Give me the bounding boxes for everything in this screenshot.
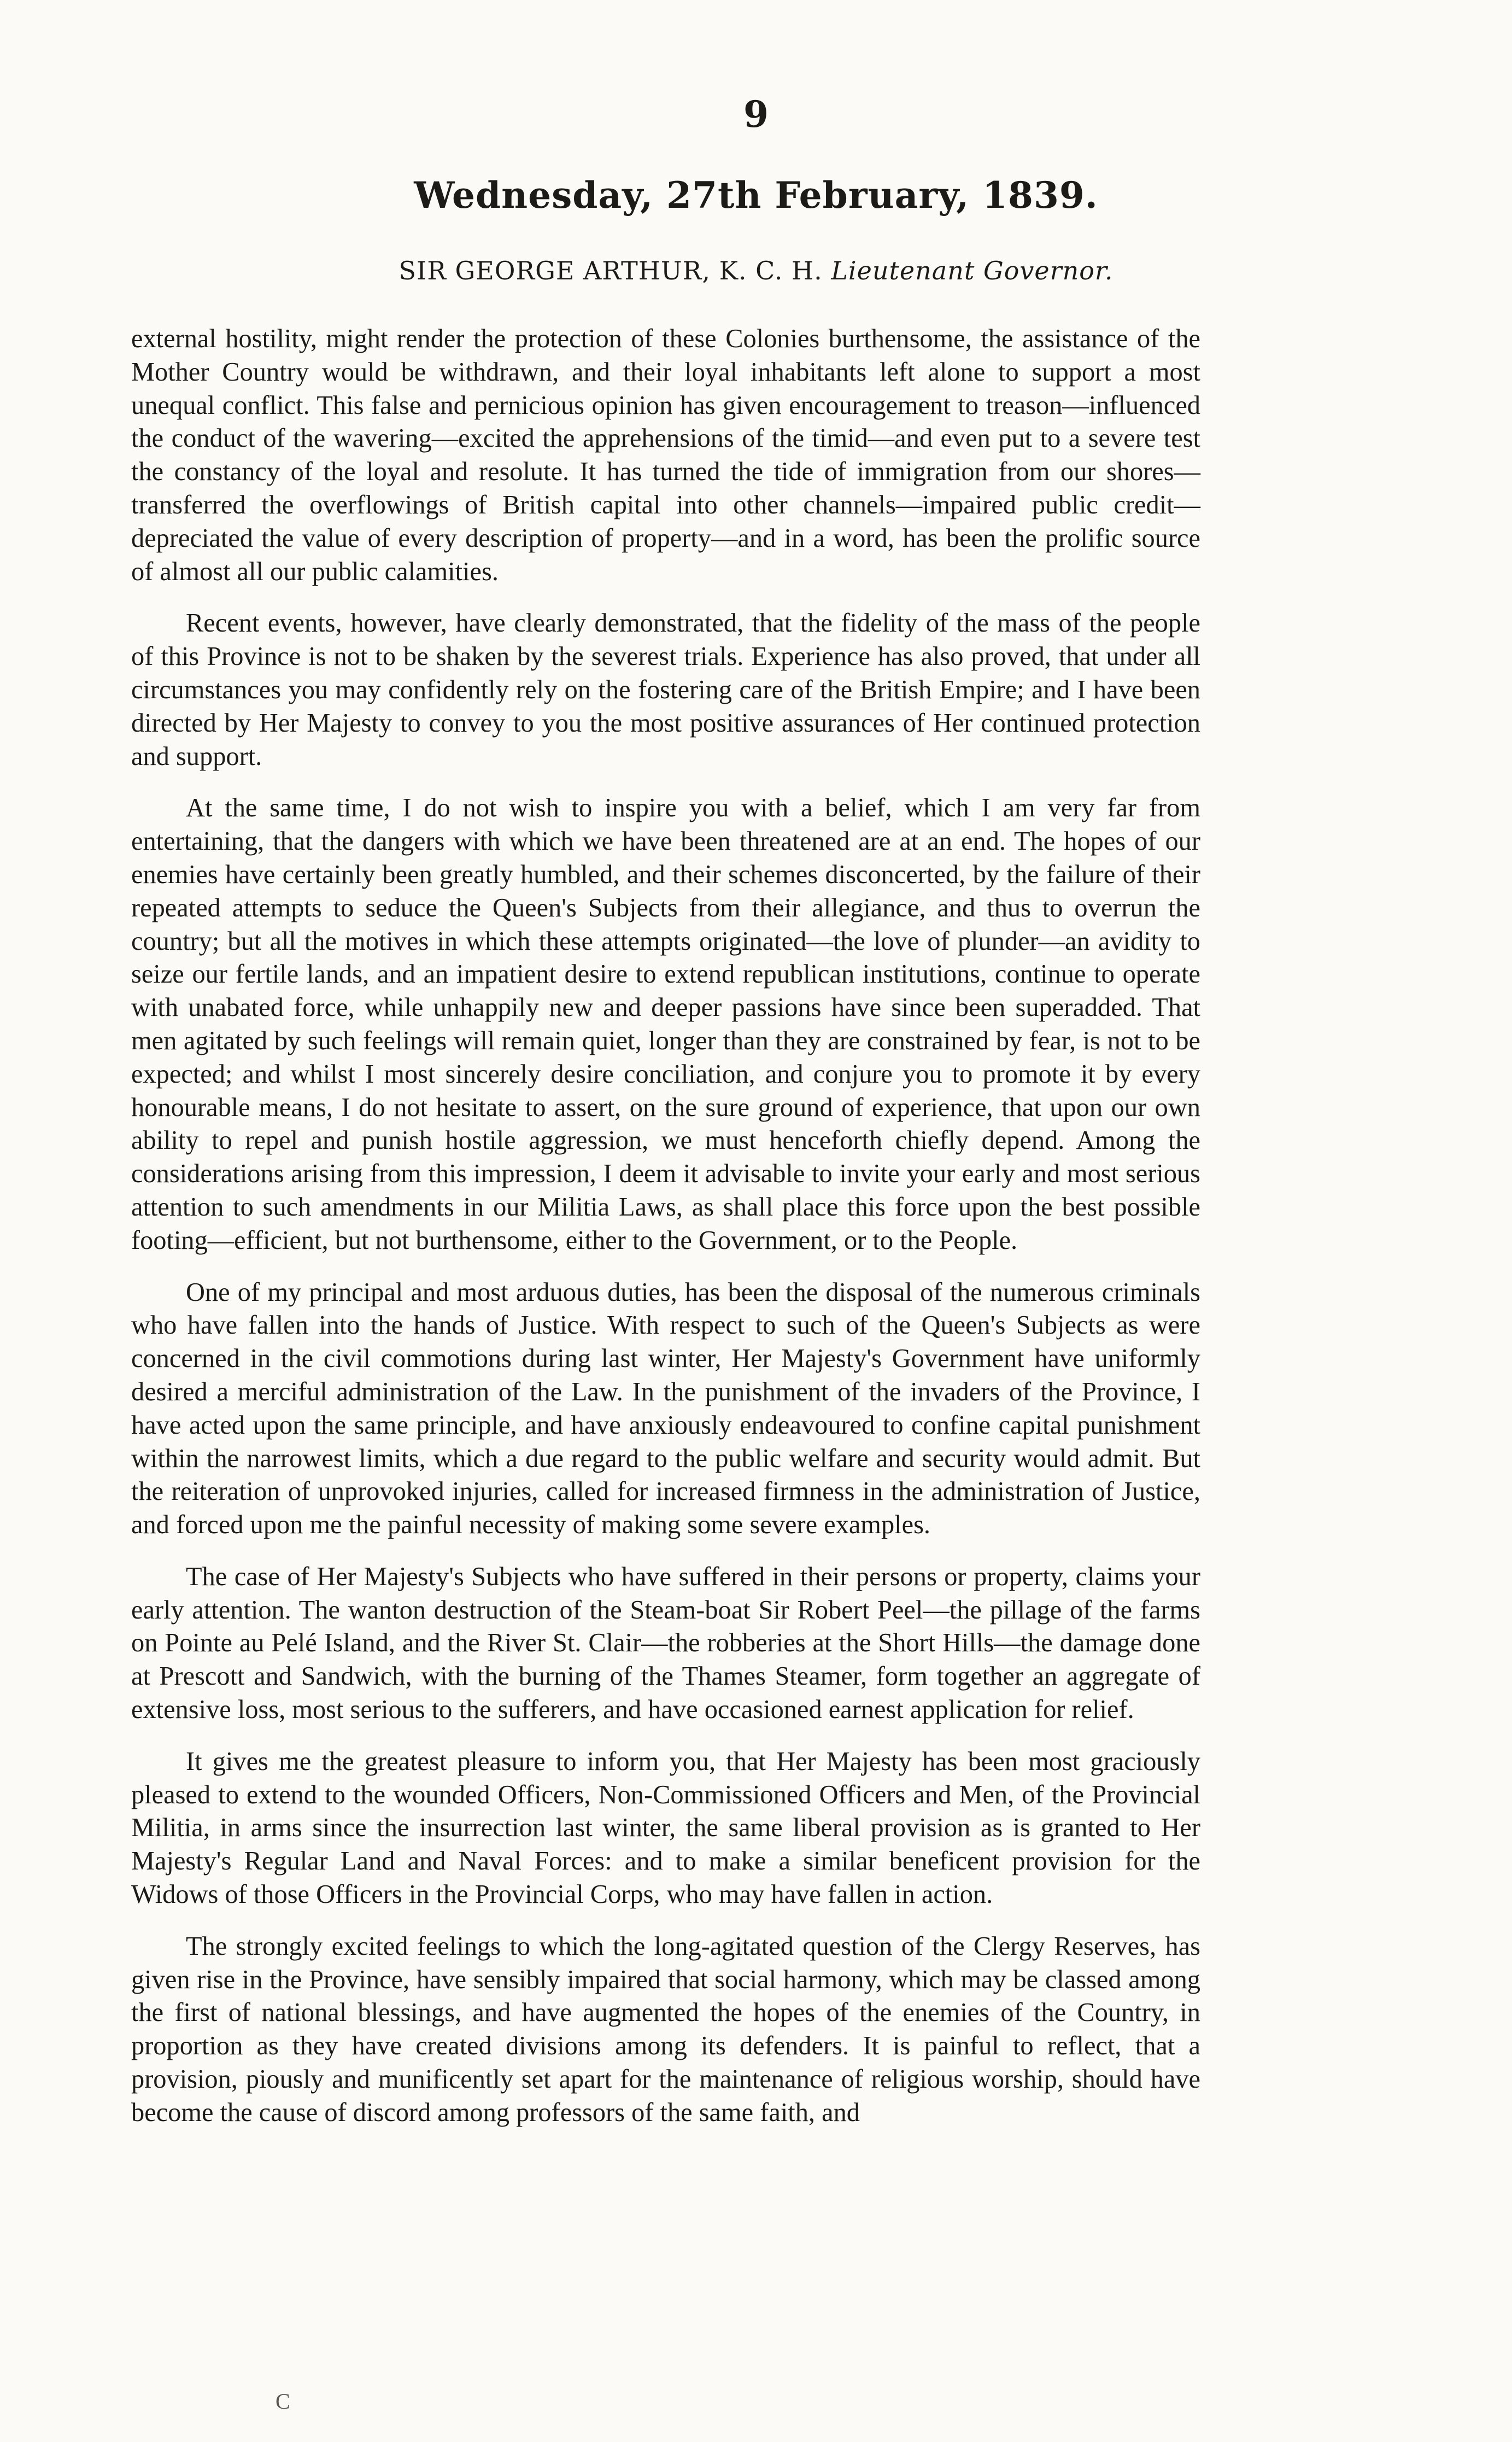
- speech-body: [131, 323, 1200, 2148]
- paragraph-1: external hostility, might render the protection of these Colonies burthensome, the assistance of the Mother Country would be withdrawn, and their loyal inhabitants left alone to support a most unequal conflict. This false and pernicious opinion has given encouragement to treason—influenced the conduct of the wavering—excited the apprehensions of the timid—and even put to a severe test the constancy of the loyal and resolute. It has turned the tide of immigration from our shores—transferred the overflowings of British capital into other channels—impaired public credit—depreciated the value of every description of property—and in a word, has been the prolific source of almost all our public calamities.: [131, 324, 1200, 586]
- signature-mark: C: [276, 2389, 290, 2414]
- governor-line: [0, 256, 1512, 285]
- paragraph-4: One of my principal and most arduous duties, has been the disposal of the numerous criminals who have fallen into the hands of Justice. With respect to such of the Queen's Subjects as were concerned in the civil commotions during last winter, Her Majesty's Government have uniformly desired a merciful administration of the Law. In the punishment of the invaders of the Province, I have acted upon the same principle, and have anxiously endeavoured to confine capital punishment within the narrowest limits, which a due regard to the public welfare and security would admit. But the reiteration of unprovoked injuries, called for increased firmness in the administration of Justice, and forced upon me the painful necessity of making some severe examples.: [131, 1277, 1200, 1540]
- paragraph-6: It gives me the greatest pleasure to inform you, that Her Majesty has been most graciously pleased to extend to the wounded Officers, Non-Commissioned Officers and Men, of the Provincial Militia, in arms since the insurrection last winter, the same liberal provision as is granted to Her Majesty's Regular Land and Naval Forces: and to make a similar beneficent provision for the Widows of those Officers in the Provincial Corps, who may have fallen in action.: [131, 1746, 1200, 1909]
- governor-name: SIR GEORGE ARTHUR, K. C. H.: [398, 256, 823, 285]
- governor-title: Lieutenant Governor.: [831, 256, 1114, 285]
- paragraph-5: The case of Her Majesty's Subjects who have suffered in their persons or property, claims your early attention. The wanton destruction of the Steam-boat Sir Robert Peel—the pillage of the farms on Pointe au Pelé Island, and the River St. Clair—the robberies at the Short Hills—the damage done at Prescott and Sandwich, with the burning of the Thames Steamer, form together an aggregate of extensive loss, most serious to the sufferers, and have occasioned earnest application for relief.: [131, 1562, 1200, 1725]
- paragraph-7: The strongly excited feelings to which the long-agitated question of the Clergy Reserves, has given rise in the Province, have sensibly impaired that social harmony, which may be classed among the first of national blessings, and have augmented the hopes of the enemies of the Country, in proportion as they have created divisions among its defenders. It is painful to reflect, that a provision, piously and munificently set apart for the maintenance of religious worship, should have become the cause of discord among professors of the same faith, and: [131, 1931, 1200, 2127]
- date-heading: Wednesday, 27th February, 1839.: [414, 174, 1098, 217]
- page-number: 9: [743, 93, 769, 136]
- paragraph-3: At the same time, I do not wish to inspire you with a belief, which I am very far from entertaining, that the dangers with which we have been threatened are at an end. The hopes of our enemies have certainly been greatly humbled, and their schemes disconcerted, by the failure of their repeated attempts to seduce the Queen's Subjects from their allegiance, and thus to overrun the country; but all the motives in which these attempts originated—the love of plunder—an avidity to seize our fertile lands, and an impatient desire to extend republican institutions, continue to operate with unabated force, while unhappily new and deeper passions have since been superadded. That men agitated by such feelings will remain quiet, longer than they are constrained by fear, is not to be expected; and whilst I most sincerely desire conciliation, and conjure you to promote it by every honourable means, I do not hesitate to assert, on the sure ground of experience, that upon our own ability to repel and punish hostile aggression, we must henceforth chiefly depend. Among the considerations arising from this impression, I deem it advisable to invite your early and most serious attention to such amendments in our Militia Laws, as shall place this force upon the best possible footing—efficient, but not burthensome, either to the Government, or to the People.: [131, 793, 1200, 1255]
- paragraph-2: Recent events, however, have clearly demonstrated, that the fidelity of the mass of the people of this Province is not to be shaken by the severest trials. Experience has also proved, that under all circumstances you may confidently rely on the fostering care of the British Empire; and I have been directed by Her Majesty to convey to you the most positive assurances of Her continued protection and support.: [131, 609, 1200, 771]
